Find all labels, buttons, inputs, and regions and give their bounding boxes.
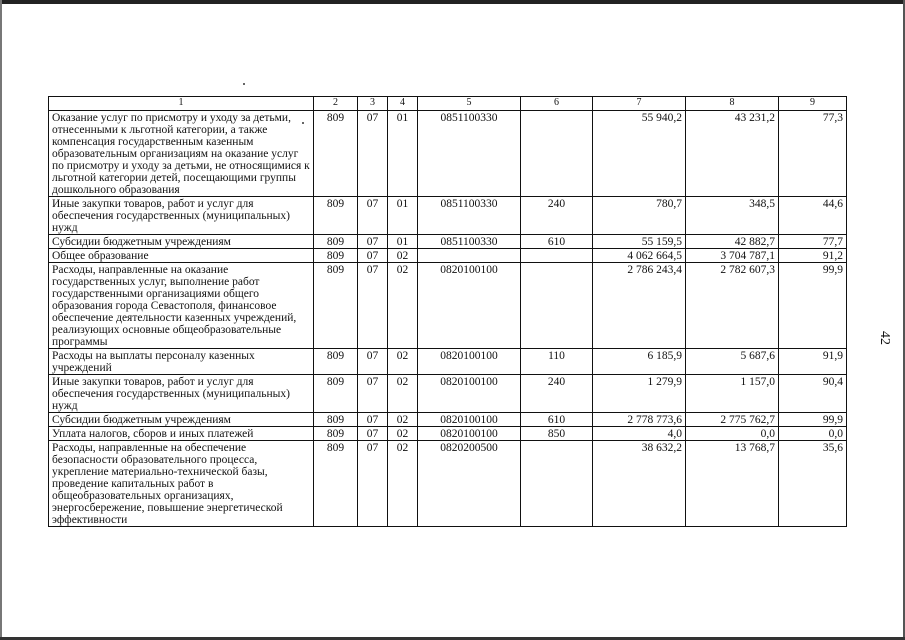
expense-type-code: 850: [521, 427, 593, 441]
subsection-code: 02: [388, 413, 418, 427]
expense-type-code: 240: [521, 375, 593, 413]
subsection-code: 01: [388, 111, 418, 197]
budget-table: [48, 96, 847, 527]
row-name: Общее образование: [49, 249, 314, 263]
value-col8: 1 157,0: [686, 375, 779, 413]
percent-col9: 77,7: [779, 235, 847, 249]
row-name: Субсидии бюджетным учреждениям: [49, 413, 314, 427]
table-row: [49, 441, 847, 527]
ministry-code: 809: [314, 235, 358, 249]
row-name: Расходы на выплаты персоналу казенных учреждений: [49, 349, 314, 375]
value-col8: 42 882,7: [686, 235, 779, 249]
expense-type-code: [521, 263, 593, 349]
expense-type-code: [521, 111, 593, 197]
ministry-code: 809: [314, 111, 358, 197]
subsection-code: 02: [388, 263, 418, 349]
header-cell: 9: [779, 97, 847, 111]
table-row: [49, 375, 847, 413]
expense-type-code: [521, 249, 593, 263]
percent-col9: 35,6: [779, 441, 847, 527]
value-col7: 4,0: [593, 427, 686, 441]
header-cell: 5: [418, 97, 521, 111]
row-name: Расходы, направленные на обеспечение безопасности образовательного процесса, укрепление материально-технической базы, проведение капитальных работ в общеобразовательных организациях, энергосбережение, повышение энергетической эффективности: [49, 441, 314, 527]
ministry-code: 809: [314, 349, 358, 375]
value-col8: 13 768,7: [686, 441, 779, 527]
subsection-code: 02: [388, 441, 418, 527]
table-row: [49, 349, 847, 375]
scan-edge-left: [0, 0, 2, 640]
table-row: [49, 197, 847, 235]
target-article-code: 0851100330: [418, 235, 521, 249]
value-col7: 780,7: [593, 197, 686, 235]
table-row: [49, 427, 847, 441]
value-col7: 2 778 773,6: [593, 413, 686, 427]
header-cell: 6: [521, 97, 593, 111]
value-col7: 6 185,9: [593, 349, 686, 375]
section-code: 07: [358, 235, 388, 249]
subsection-code: 02: [388, 249, 418, 263]
value-col8: 2 775 762,7: [686, 413, 779, 427]
value-col8: 0,0: [686, 427, 779, 441]
row-name: Оказание услуг по присмотру и уходу за детьми, отнесенными к льготной категории, а также компенсация государственным казенным образовательным организациям на оказание услуг по присмотру и уходу за детьми, не относящимися к льготной категории детей, посещающими группы дошкольного образования: [49, 111, 314, 197]
subsection-code: 01: [388, 197, 418, 235]
expense-type-code: 240: [521, 197, 593, 235]
section-code: 07: [358, 441, 388, 527]
value-col8: 348,5: [686, 197, 779, 235]
row-name: Субсидии бюджетным учреждениям: [49, 235, 314, 249]
row-name: Уплата налогов, сборов и иных платежей: [49, 427, 314, 441]
header-cell: 8: [686, 97, 779, 111]
subsection-code: 01: [388, 235, 418, 249]
expense-type-code: [521, 441, 593, 527]
expense-type-code: 610: [521, 413, 593, 427]
header-cell: 4: [388, 97, 418, 111]
subsection-code: 02: [388, 427, 418, 441]
section-code: 07: [358, 413, 388, 427]
scan-speck: [243, 83, 245, 85]
value-col7: 55 940,2: [593, 111, 686, 197]
target-article-code: 0820100100: [418, 427, 521, 441]
target-article-code: 0820100100: [418, 375, 521, 413]
percent-col9: 44,6: [779, 197, 847, 235]
section-code: 07: [358, 375, 388, 413]
value-col7: 38 632,2: [593, 441, 686, 527]
table-row: [49, 263, 847, 349]
section-code: 07: [358, 249, 388, 263]
section-code: 07: [358, 349, 388, 375]
header-cell: 3: [358, 97, 388, 111]
percent-col9: 99,9: [779, 413, 847, 427]
ministry-code: 809: [314, 249, 358, 263]
percent-col9: 91,9: [779, 349, 847, 375]
ministry-code: 809: [314, 375, 358, 413]
table-row: [49, 235, 847, 249]
table-header-row: [49, 97, 847, 111]
percent-col9: 77,3: [779, 111, 847, 197]
expense-type-code: 110: [521, 349, 593, 375]
table-row: [49, 249, 847, 263]
value-col7: 1 279,9: [593, 375, 686, 413]
ministry-code: 809: [314, 263, 358, 349]
value-col8: 3 704 787,1: [686, 249, 779, 263]
value-col8: 2 782 607,3: [686, 263, 779, 349]
target-article-code: [418, 249, 521, 263]
scan-edge-top: [0, 0, 905, 4]
percent-col9: 90,4: [779, 375, 847, 413]
percent-col9: 0,0: [779, 427, 847, 441]
ministry-code: 809: [314, 441, 358, 527]
ministry-code: 809: [314, 413, 358, 427]
target-article-code: 0820200500: [418, 441, 521, 527]
target-article-code: 0851100330: [418, 111, 521, 197]
value-col8: 5 687,6: [686, 349, 779, 375]
target-article-code: 0820100100: [418, 413, 521, 427]
value-col7: 55 159,5: [593, 235, 686, 249]
section-code: 07: [358, 427, 388, 441]
ministry-code: 809: [314, 197, 358, 235]
target-article-code: 0851100330: [418, 197, 521, 235]
table-row: [49, 111, 847, 197]
value-col8: 43 231,2: [686, 111, 779, 197]
row-name: Расходы, направленные на оказание государственных услуг, выполнение работ государственными организациями общего образования города Севастополя, финансовое обеспечение деятельности казенных учреждений, реализующих основные общеобразовательные программы: [49, 263, 314, 349]
section-code: 07: [358, 197, 388, 235]
section-code: 07: [358, 111, 388, 197]
header-cell: 1: [49, 97, 314, 111]
header-cell: 2: [314, 97, 358, 111]
percent-col9: 99,9: [779, 263, 847, 349]
expense-type-code: 610: [521, 235, 593, 249]
value-col7: 4 062 664,5: [593, 249, 686, 263]
row-name: Иные закупки товаров, работ и услуг для обеспечения государственных (муниципальных) нужд: [49, 375, 314, 413]
ministry-code: 809: [314, 427, 358, 441]
row-name: Иные закупки товаров, работ и услуг для обеспечения государственных (муниципальных) нужд: [49, 197, 314, 235]
value-col7: 2 786 243,4: [593, 263, 686, 349]
subsection-code: 02: [388, 375, 418, 413]
target-article-code: 0820100100: [418, 263, 521, 349]
subsection-code: 02: [388, 349, 418, 375]
table-row: [49, 413, 847, 427]
percent-col9: 91,2: [779, 249, 847, 263]
section-code: 07: [358, 263, 388, 349]
header-cell: 7: [593, 97, 686, 111]
page-number: 42: [877, 331, 892, 345]
target-article-code: 0820100100: [418, 349, 521, 375]
